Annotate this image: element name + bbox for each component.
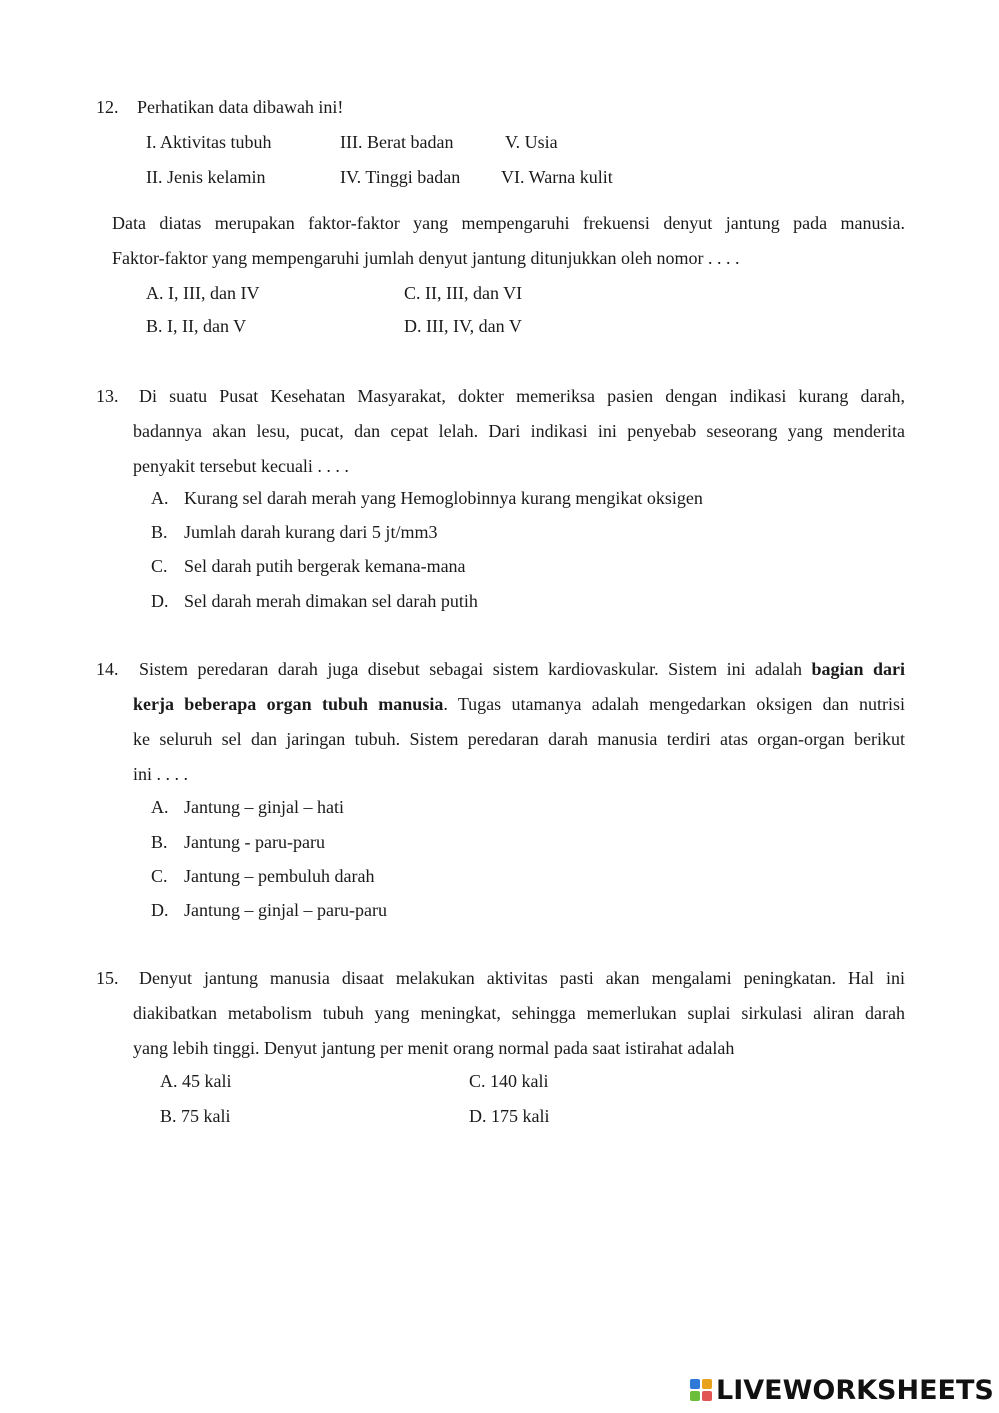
q14-line-4: ini . . . . — [133, 764, 189, 784]
q15-number: 15. — [96, 968, 119, 988]
q12-body-line: Faktor-faktor yang mempengaruhi jumlah denyut jantung ditunjukkan oleh nomor . . . . — [112, 248, 740, 268]
q12-item: IV. Tinggi badan — [340, 167, 461, 187]
q14-line-1 — [139, 658, 905, 680]
q15-body-line: yang lebih tinggi. Denyut jantung per menit orang normal pada saat istirahat adalah — [133, 1038, 735, 1058]
logo-square-blue — [690, 1379, 700, 1389]
q13-body-line: Di suatu Pusat Kesehatan Masyarakat, dokter memeriksa pasien dengan indikasi kurang darah, — [139, 386, 905, 406]
q14-option-a-letter[interactable]: A. — [151, 797, 169, 817]
q14-number: 14. — [96, 659, 119, 679]
q13-option-c-letter[interactable]: C. — [151, 556, 168, 576]
q12-item: III. Berat badan — [340, 132, 454, 152]
q15-option-d[interactable]: D. 175 kali — [469, 1106, 550, 1126]
q15-option-a[interactable]: A. 45 kali — [160, 1071, 232, 1091]
q12-body-line: Data diatas merupakan faktor-faktor yang mempengaruhi frekuensi denyut jantung pada manusia. — [112, 213, 905, 233]
q14-line-1-bold: bagian dari — [811, 659, 905, 679]
logo-square-green — [690, 1391, 700, 1401]
q15-body-line: diakibatkan metabolism tubuh yang meningkat, sehingga memerlukan suplai sirkulasi aliran darah — [133, 1003, 905, 1023]
logo-square-orange — [702, 1379, 712, 1389]
q15-body-line: Denyut jantung manusia disaat melakukan aktivitas pasti akan mengalami peningkatan. Hal ini — [139, 968, 905, 988]
liveworksheets-logo-icon — [690, 1379, 712, 1401]
q15-option-b[interactable]: B. 75 kali — [160, 1106, 231, 1126]
q14-option-b-letter[interactable]: B. — [151, 832, 168, 852]
q12-item: I. Aktivitas tubuh — [146, 132, 272, 152]
q13-option-b-letter[interactable]: B. — [151, 522, 168, 542]
q14-line-2-text: . Tugas utamanya adalah mengedarkan oksigen dan nutrisi — [443, 694, 905, 714]
q14-option-d-text[interactable]: Jantung – ginjal – paru-paru — [184, 900, 387, 920]
q13-body-line: penyakit tersebut kecuali . . . . — [133, 456, 349, 476]
q12-number: 12. — [96, 97, 119, 117]
q13-number: 13. — [96, 386, 119, 406]
q12-item: VI. Warna kulit — [501, 167, 613, 187]
q14-option-c-text[interactable]: Jantung – pembuluh darah — [184, 866, 375, 886]
q14-option-a-text[interactable]: Jantung – ginjal – hati — [184, 797, 344, 817]
q14-line-2-bold: kerja beberapa organ tubuh manusia — [133, 694, 444, 714]
q12-item: V. Usia — [505, 132, 558, 152]
q14-option-d-letter[interactable]: D. — [151, 900, 169, 920]
q14-option-b-text[interactable]: Jantung - paru-paru — [184, 832, 325, 852]
q13-body-line: badannya akan lesu, pucat, dan cepat lelah. Dari indikasi ini penyebab seseorang yang menderita — [133, 421, 905, 441]
q14-line-1-text: Sistem peredaran darah juga disebut sebagai sistem kardiovaskular. Sistem ini adalah — [139, 659, 812, 679]
q14-line-3: ke seluruh sel dan jaringan tubuh. Sistem peredaran darah manusia terdiri atas organ-organ berikut — [133, 729, 905, 749]
q13-option-a-letter[interactable]: A. — [151, 488, 169, 508]
liveworksheets-logo-text: LIVEWORKSHEETS — [716, 1374, 994, 1406]
q15-option-c[interactable]: C. 140 kali — [469, 1071, 549, 1091]
q12-option-a[interactable]: A. I, III, dan IV — [146, 283, 260, 303]
q12-prompt: Perhatikan data dibawah ini! — [137, 97, 344, 117]
q13-option-d-letter[interactable]: D. — [151, 591, 169, 611]
q12-option-d[interactable]: D. III, IV, dan V — [404, 316, 522, 336]
logo-square-red — [702, 1391, 712, 1401]
q12-option-b[interactable]: B. I, II, dan V — [146, 316, 247, 336]
q13-option-a-text[interactable]: Kurang sel darah merah yang Hemoglobinnya kurang mengikat oksigen — [184, 488, 703, 508]
liveworksheets-logo — [690, 1374, 994, 1406]
q13-option-d-text[interactable]: Sel darah merah dimakan sel darah putih — [184, 591, 478, 611]
q13-option-c-text[interactable]: Sel darah putih bergerak kemana-mana — [184, 556, 466, 576]
q14-option-c-letter[interactable]: C. — [151, 866, 168, 886]
q13-option-b-text[interactable]: Jumlah darah kurang dari 5 jt/mm3 — [184, 522, 438, 542]
q12-item: II. Jenis kelamin — [146, 167, 266, 187]
q14-line-2 — [133, 693, 905, 715]
q12-option-c[interactable]: C. II, III, dan VI — [404, 283, 523, 303]
